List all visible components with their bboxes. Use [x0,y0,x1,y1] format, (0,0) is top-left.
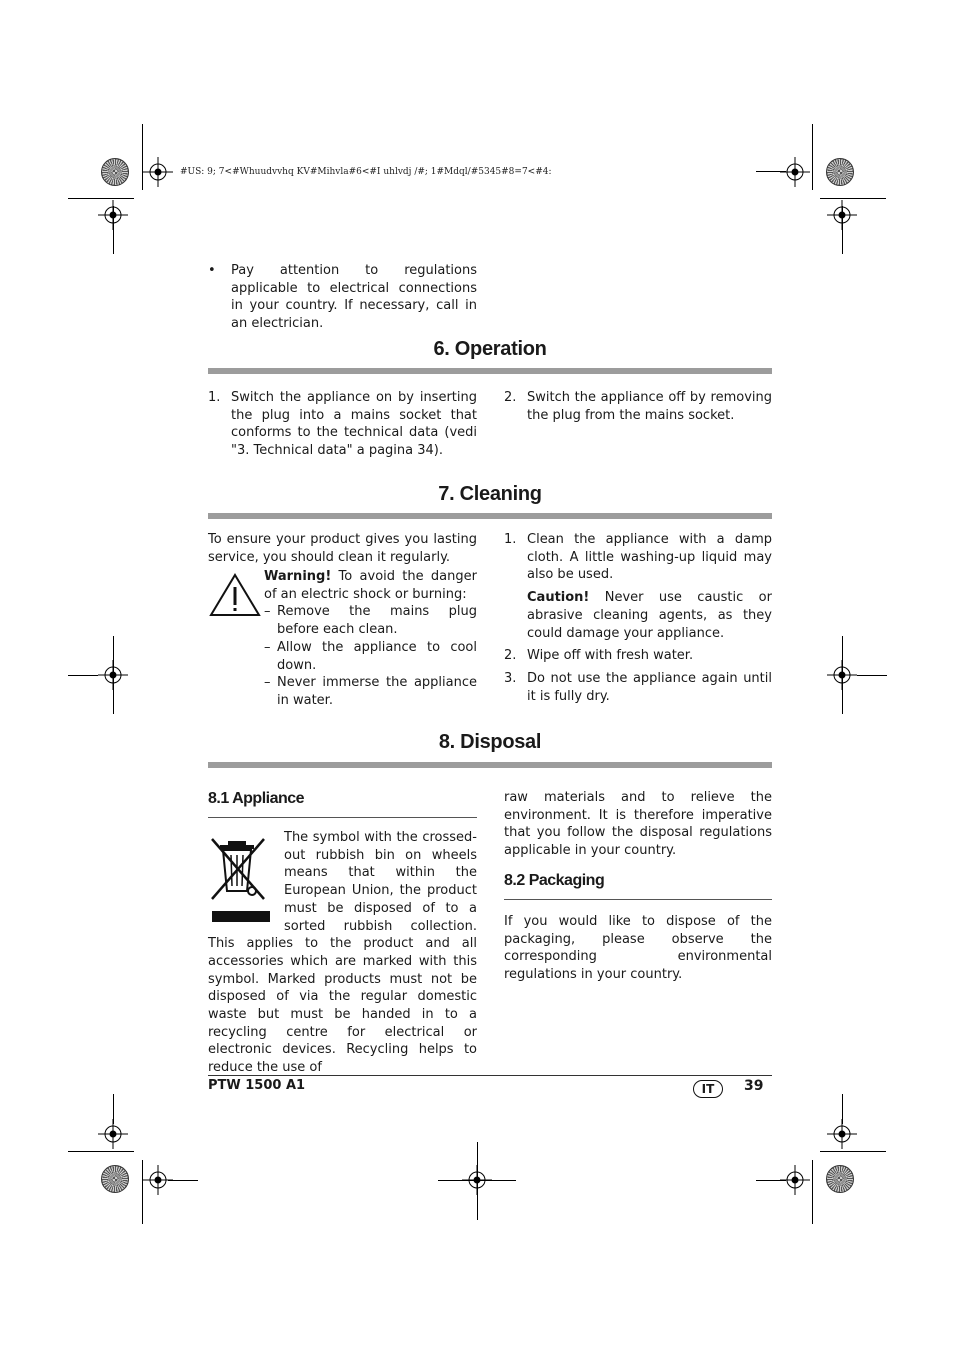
color-swatch-icon [101,1165,129,1193]
section-rule [208,368,772,374]
footer-rule [208,1075,772,1076]
footer-model: PTW 1500 A1 [208,1078,306,1093]
warning-item: – Remove the mains plug before each clean. [264,604,477,638]
cleaning-steps [504,531,772,705]
operation-step-1: 1. Switch the appliance on by inserting the plug into a mains socket that conforms to the technical data (vedi "3. Technical data" a pagina 34). [208,390,477,459]
section-title-disposal: 8. Disposal [438,731,542,753]
crossed-out-bin-icon [208,833,274,925]
section-title-cleaning: 7. Cleaning [438,483,542,505]
caution-note: Caution! Never use caustic or abrasive cleaning agents, as they could damage your appliance. [527,590,772,641]
appliance-text-block [208,829,477,1077]
cleaning-intro: To ensure your product gives you lasting service, you should clean it regularly. [208,532,477,565]
warning-triangle-icon [208,572,262,618]
subsection-title-appliance: 8.1 Appliance [208,790,305,807]
appliance-text: The symbol with the crossed-out rubbish bin on wheels means that within the European Union, the product must be disposed of to a sorted rubbish collection. This applies to the product and all accessories which are marked with this symbol. Marked products must not be disposed of via the regular domestic waste but must be handed in to a recycling centre for electrical or electronic devices. Recycling helps to reduce the use of [208,830,477,1076]
cleaning-step-1: 1. Clean the appliance with a damp cloth. A little washing-up liquid may also be used. [504,532,772,583]
registration-mark-icon [143,157,173,187]
color-swatch-icon [826,1165,854,1193]
caution-label: Caution! [527,590,590,606]
intro-bullet-text: Pay attention to regulations applicable to electrical connections in your country. If necessary, call in an electrician. [231,263,477,332]
bullet-marker: • [208,263,216,278]
packaging-text: If you would like to dispose of the packaging, please observe the corresponding environmental regulations in your country. [504,914,772,983]
section-rule [208,513,772,519]
section-rule [208,762,772,768]
registration-mark-icon [780,157,810,187]
color-swatch-icon [101,158,129,186]
warning-item: – Allow the appliance to cool down. [264,639,477,673]
intro-bullet [208,262,477,333]
section-title-operation: 6. Operation [433,338,547,360]
cleaning-step-3: 3. Do not use the appliance again until it is fully dry. [504,670,772,704]
warning-item: – Never immerse the appliance in water. [264,675,477,708]
page-number: 39 [744,1078,764,1094]
print-header-code: #US: 9; 7<#Whuudvvhq KV#Mihvla#6<#I uhlvdj /#; 1#Mdql/#5345#8=7<#4: [180,167,552,177]
subsection-title-packaging: 8.2 Packaging [504,872,605,889]
warning-text: To avoid the danger of an electric shock or burning: [264,569,477,602]
subsection-rule [504,899,772,900]
color-swatch-icon [826,158,854,186]
language-badge: IT [693,1080,723,1098]
warning-block [264,568,477,710]
cleaning-step-2: 2. Wipe off with fresh water. [504,648,694,664]
operation-step-2: 2. Switch the appliance off by removing the plug from the mains socket. [504,390,772,423]
subsection-rule [208,817,477,818]
warning-label: Warning! [264,569,332,584]
appliance-text-continued: raw materials and to relieve the environment. It is therefore imperative that you follow the disposal regulations applicable in your country. [504,790,772,859]
